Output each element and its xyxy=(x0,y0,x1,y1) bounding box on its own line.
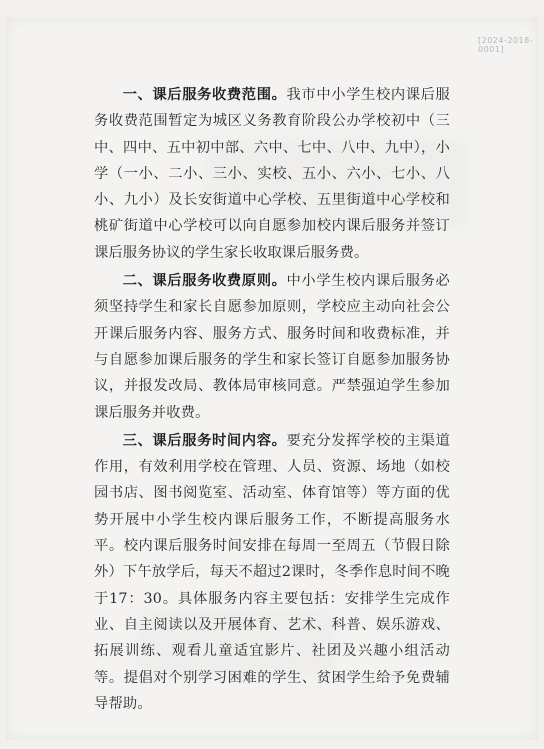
section-heading: 二、课后服务收费原则。 xyxy=(122,273,287,290)
paragraph-fee-scope xyxy=(94,82,450,266)
paragraph-fee-principles xyxy=(94,268,450,426)
section-body: 中小学生校内课后服务必须坚持学生和家长自愿参加原则，学校应主动向社会公开课后服务内容、服务方式、服务时间和收费标准，并与自愿参加课后服务的学生和家长签订自愿参加服务协议，并报发改局、教体局审核同意。严禁强迫学生参加课后服务并收费。 xyxy=(94,273,450,421)
paragraph-time-content xyxy=(94,428,450,717)
section-heading: 三、课后服务时间内容。 xyxy=(122,432,287,449)
section-body: 我市中小学生校内课后服务收费范围暂定为城区义务教育阶段公办学校初中（三中、四中、五中初中部、六中、七中、八中、九中），小学（一小、二小、三小、实校、五小、六小、七小、八小、九小）及长安街道中心学校、五里街道中心学校和桃矿街道中心学校可以向自愿参加校内课后服务并签订课后服务协议的学生家长收取课后服务费。 xyxy=(94,87,450,261)
section-body: 要充分发挥学校的主渠道作用，有效利用学校在管理、人员、资源、场地（如校园书店、图书阅览室、活动室、体育馆等）等方面的优势开展中小学生校内课后服务工作，不断提高服务水平。校内课后服务时间安排在每周一至周五（节假日除外）下午放学后，每天不超过2课时，冬季作息时间不晚于17：30。具体服务内容主要包括：安排学生完成作业、自主阅读以及开展体育、艺术、科普、娱乐游戏、拓展训练、观看儿童适宜影片、社团及兴趣小组活动等。提倡对个别学习困难的学生、贫困学生给予免费辅导帮助。 xyxy=(94,432,450,712)
section-heading: 一、课后服务收费范围。 xyxy=(122,87,287,103)
document-body xyxy=(94,82,450,719)
document-number: [2024-2018-0001] xyxy=(478,36,534,54)
